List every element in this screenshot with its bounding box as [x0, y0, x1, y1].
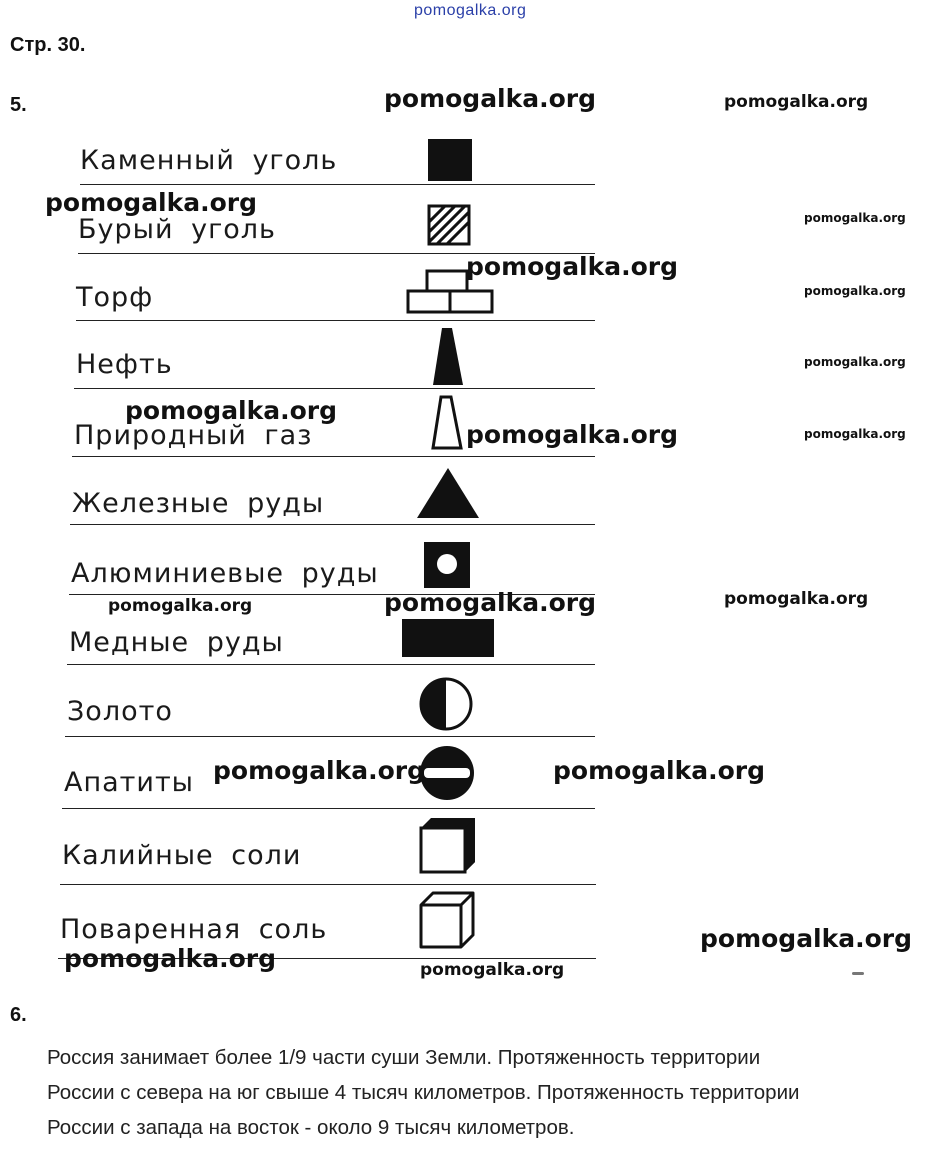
watermark: pomogalka.org — [64, 944, 277, 973]
legend-row-divider — [80, 184, 595, 185]
watermark: pomogalka.org — [384, 84, 597, 113]
watermark: pomogalka.org — [804, 284, 906, 298]
filled-trapezoid-icon — [430, 325, 466, 387]
legend-label-copper-ore: Медные руды — [69, 627, 284, 658]
scan-smudge — [852, 972, 864, 975]
paragraph-line: Россия занимает более 1/9 части суши Земли. Протяженность территории — [47, 1046, 761, 1069]
watermark: pomogalka.org — [804, 211, 906, 225]
watermark: pomogalka.org — [213, 756, 426, 785]
legend-label-gold: Золото — [67, 696, 173, 727]
outline-cube-icon — [417, 889, 477, 951]
legend-label-brown-coal: Бурый уголь — [78, 214, 276, 245]
legend-label-apatite: Апатиты — [64, 767, 194, 798]
watermark: pomogalka.org — [700, 924, 913, 953]
watermark: pomogalka.org — [466, 420, 679, 449]
page-title: Стр. 30. — [10, 34, 86, 56]
legend-label-potash-salt: Калийные соли — [62, 840, 302, 871]
task-5-number: 5. — [10, 94, 27, 116]
watermark: pomogalka.org — [553, 756, 766, 785]
legend-label-oil: Нефть — [76, 349, 173, 380]
legend-row-divider — [74, 388, 595, 389]
legend-label-natural-gas: Природный газ — [74, 420, 313, 451]
legend-row-divider — [60, 884, 596, 885]
watermark: pomogalka.org — [724, 92, 869, 112]
paragraph-line: России с запада на восток - около 9 тысяч километров. — [47, 1116, 575, 1139]
watermark: pomogalka.org — [108, 596, 253, 616]
paragraph-line: России с севера на юг свыше 4 тысяч километров. Протяженность территории — [47, 1081, 800, 1104]
outline-trapezoid-icon — [429, 394, 465, 452]
circle-with-bar-icon — [418, 744, 476, 802]
legend-row-divider — [70, 524, 595, 525]
task-6-number: 6. — [10, 1004, 27, 1026]
legend-label-peat: Торф — [76, 282, 154, 313]
half-circle-icon — [418, 676, 474, 732]
legend-label-aluminium-ore: Алюминиевые руды — [71, 558, 379, 589]
watermark: pomogalka.org — [45, 188, 258, 217]
watermark: pomogalka.org — [804, 355, 906, 369]
legend-label-coal: Каменный уголь — [80, 145, 338, 176]
filled-triangle-icon — [414, 465, 482, 521]
watermark: pomogalka.org — [724, 589, 869, 609]
watermark: pomogalka.org — [466, 252, 679, 281]
shaded-cube-icon — [417, 814, 479, 876]
watermark-top: pomogalka.org — [414, 2, 527, 19]
legend-label-iron-ore: Железные руды — [72, 488, 325, 519]
legend-row-divider — [62, 808, 595, 809]
legend-row-divider — [76, 320, 595, 321]
hatched-square-icon — [425, 202, 473, 248]
filled-rectangle-icon — [400, 617, 496, 659]
watermark: pomogalka.org — [420, 960, 565, 980]
filled-square-icon — [426, 137, 474, 183]
legend-label-rock-salt: Поваренная соль — [60, 914, 328, 945]
task-6-paragraph — [47, 1040, 942, 1145]
legend-row-divider — [72, 456, 595, 457]
watermark: pomogalka.org — [804, 427, 906, 441]
watermark: pomogalka.org — [125, 396, 338, 425]
square-with-dot-icon — [422, 540, 472, 590]
watermark: pomogalka.org — [384, 588, 597, 617]
legend-row-divider — [67, 664, 595, 665]
legend-row-divider — [65, 736, 595, 737]
